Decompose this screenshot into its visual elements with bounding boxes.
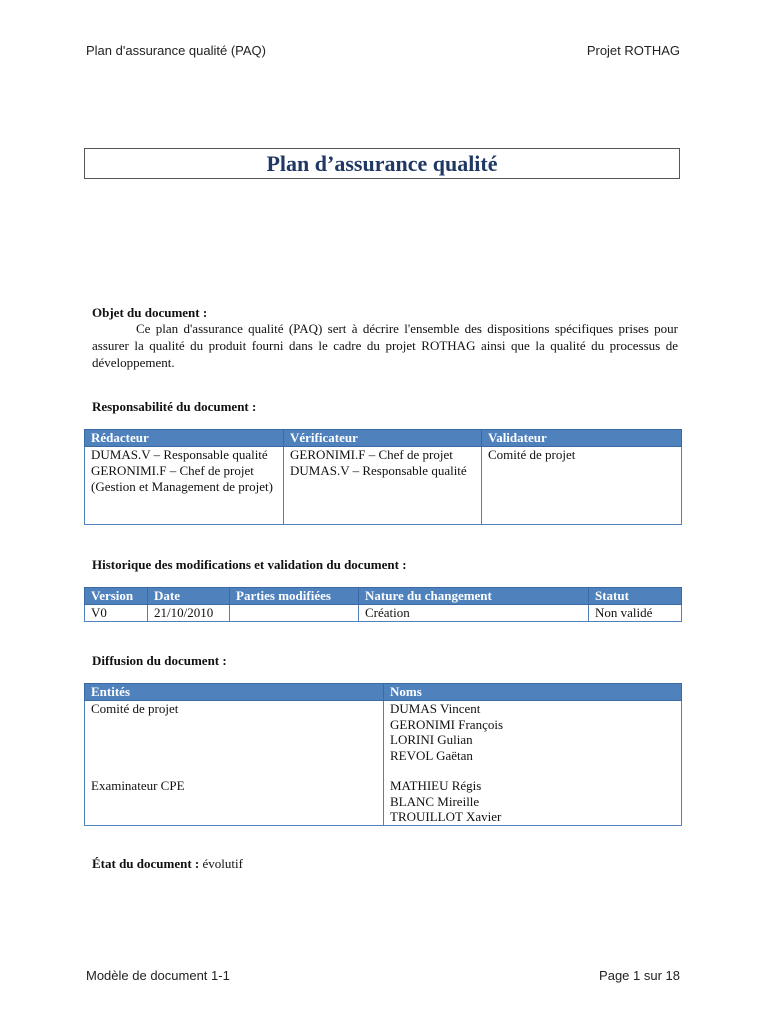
name-item: MATHIEU Régis bbox=[390, 778, 482, 793]
responsabilite-heading: Responsabilité du document : bbox=[92, 399, 257, 414]
diffusion-heading: Diffusion du document : bbox=[92, 653, 227, 668]
cell-nature: Création bbox=[359, 605, 589, 622]
header-left: Plan d'assurance qualité (PAQ) bbox=[86, 43, 267, 58]
name-item: GERONIMI François bbox=[390, 716, 504, 732]
entity-label: Comité de projet bbox=[91, 701, 179, 716]
etat-line bbox=[92, 856, 243, 872]
etat-value: évolutif bbox=[202, 856, 243, 871]
entity-label: Examinateur CPE bbox=[91, 778, 185, 793]
name-item: BLANC Mireille bbox=[390, 793, 480, 809]
header-right: Projet ROTHAG bbox=[586, 43, 680, 58]
col-entites: Entités bbox=[85, 684, 384, 701]
footer-right: Page 1 sur 18 bbox=[599, 968, 680, 983]
objet-text: Ce plan d'assurance qualité (PAQ) sert à décrire l'ensemble des dispositions spécifiques prises pour assurer la qualité du produit fourni dans le cadre du projet ROTHAG ainsi que la qualité du processus de développement. bbox=[92, 321, 678, 370]
name-item: TROUILLOT Xavier bbox=[390, 809, 502, 824]
cell-entities bbox=[85, 701, 384, 826]
objet-heading: Objet du document : bbox=[92, 305, 208, 320]
page-footer bbox=[86, 968, 680, 983]
col-statut: Statut bbox=[589, 588, 682, 605]
responsabilite-table bbox=[84, 429, 682, 525]
page-header bbox=[86, 43, 680, 58]
col-version: Version bbox=[85, 588, 148, 605]
cell-date: 21/10/2010 bbox=[148, 605, 230, 622]
etat-label: État du document : bbox=[92, 856, 200, 871]
name-item: LORINI Gulian bbox=[390, 732, 473, 747]
col-redacteur: Rédacteur bbox=[85, 430, 284, 447]
table-row bbox=[85, 701, 682, 826]
historique-table bbox=[84, 587, 682, 622]
cell-validateur: Comité de projet bbox=[482, 447, 682, 525]
name-item: REVOL Gaëtan bbox=[390, 747, 473, 763]
col-verificateur: Vérificateur bbox=[284, 430, 482, 447]
footer-left: Modèle de document 1-1 bbox=[86, 968, 230, 983]
col-validateur: Validateur bbox=[482, 430, 682, 447]
cell-redacteur bbox=[85, 447, 284, 525]
col-noms: Noms bbox=[384, 684, 682, 701]
objet-paragraph bbox=[92, 320, 678, 371]
redacteur-line: GERONIMI.F – Chef de projet (Gestion et Management de projet) bbox=[91, 463, 273, 494]
cell-verificateur bbox=[284, 447, 482, 525]
diffusion-table bbox=[84, 683, 682, 826]
table-row bbox=[85, 605, 682, 622]
col-nature: Nature du changement bbox=[359, 588, 589, 605]
col-parties: Parties modifiées bbox=[230, 588, 359, 605]
cell-version: V0 bbox=[85, 605, 148, 622]
cell-statut: Non validé bbox=[589, 605, 682, 622]
name-item: DUMAS Vincent bbox=[390, 701, 481, 716]
verificateur-line: GERONIMI.F – Chef de projet bbox=[290, 447, 453, 462]
document-title: Plan d’assurance qualité bbox=[266, 150, 498, 176]
verificateur-line: DUMAS.V – Responsable qualité bbox=[290, 463, 467, 478]
cell-parties bbox=[230, 605, 359, 622]
col-date: Date bbox=[148, 588, 230, 605]
redacteur-line: DUMAS.V – Responsable qualité bbox=[91, 447, 268, 462]
cell-names bbox=[384, 701, 682, 826]
document-title-box bbox=[84, 148, 680, 179]
historique-heading: Historique des modifications et validation du document : bbox=[92, 557, 407, 572]
